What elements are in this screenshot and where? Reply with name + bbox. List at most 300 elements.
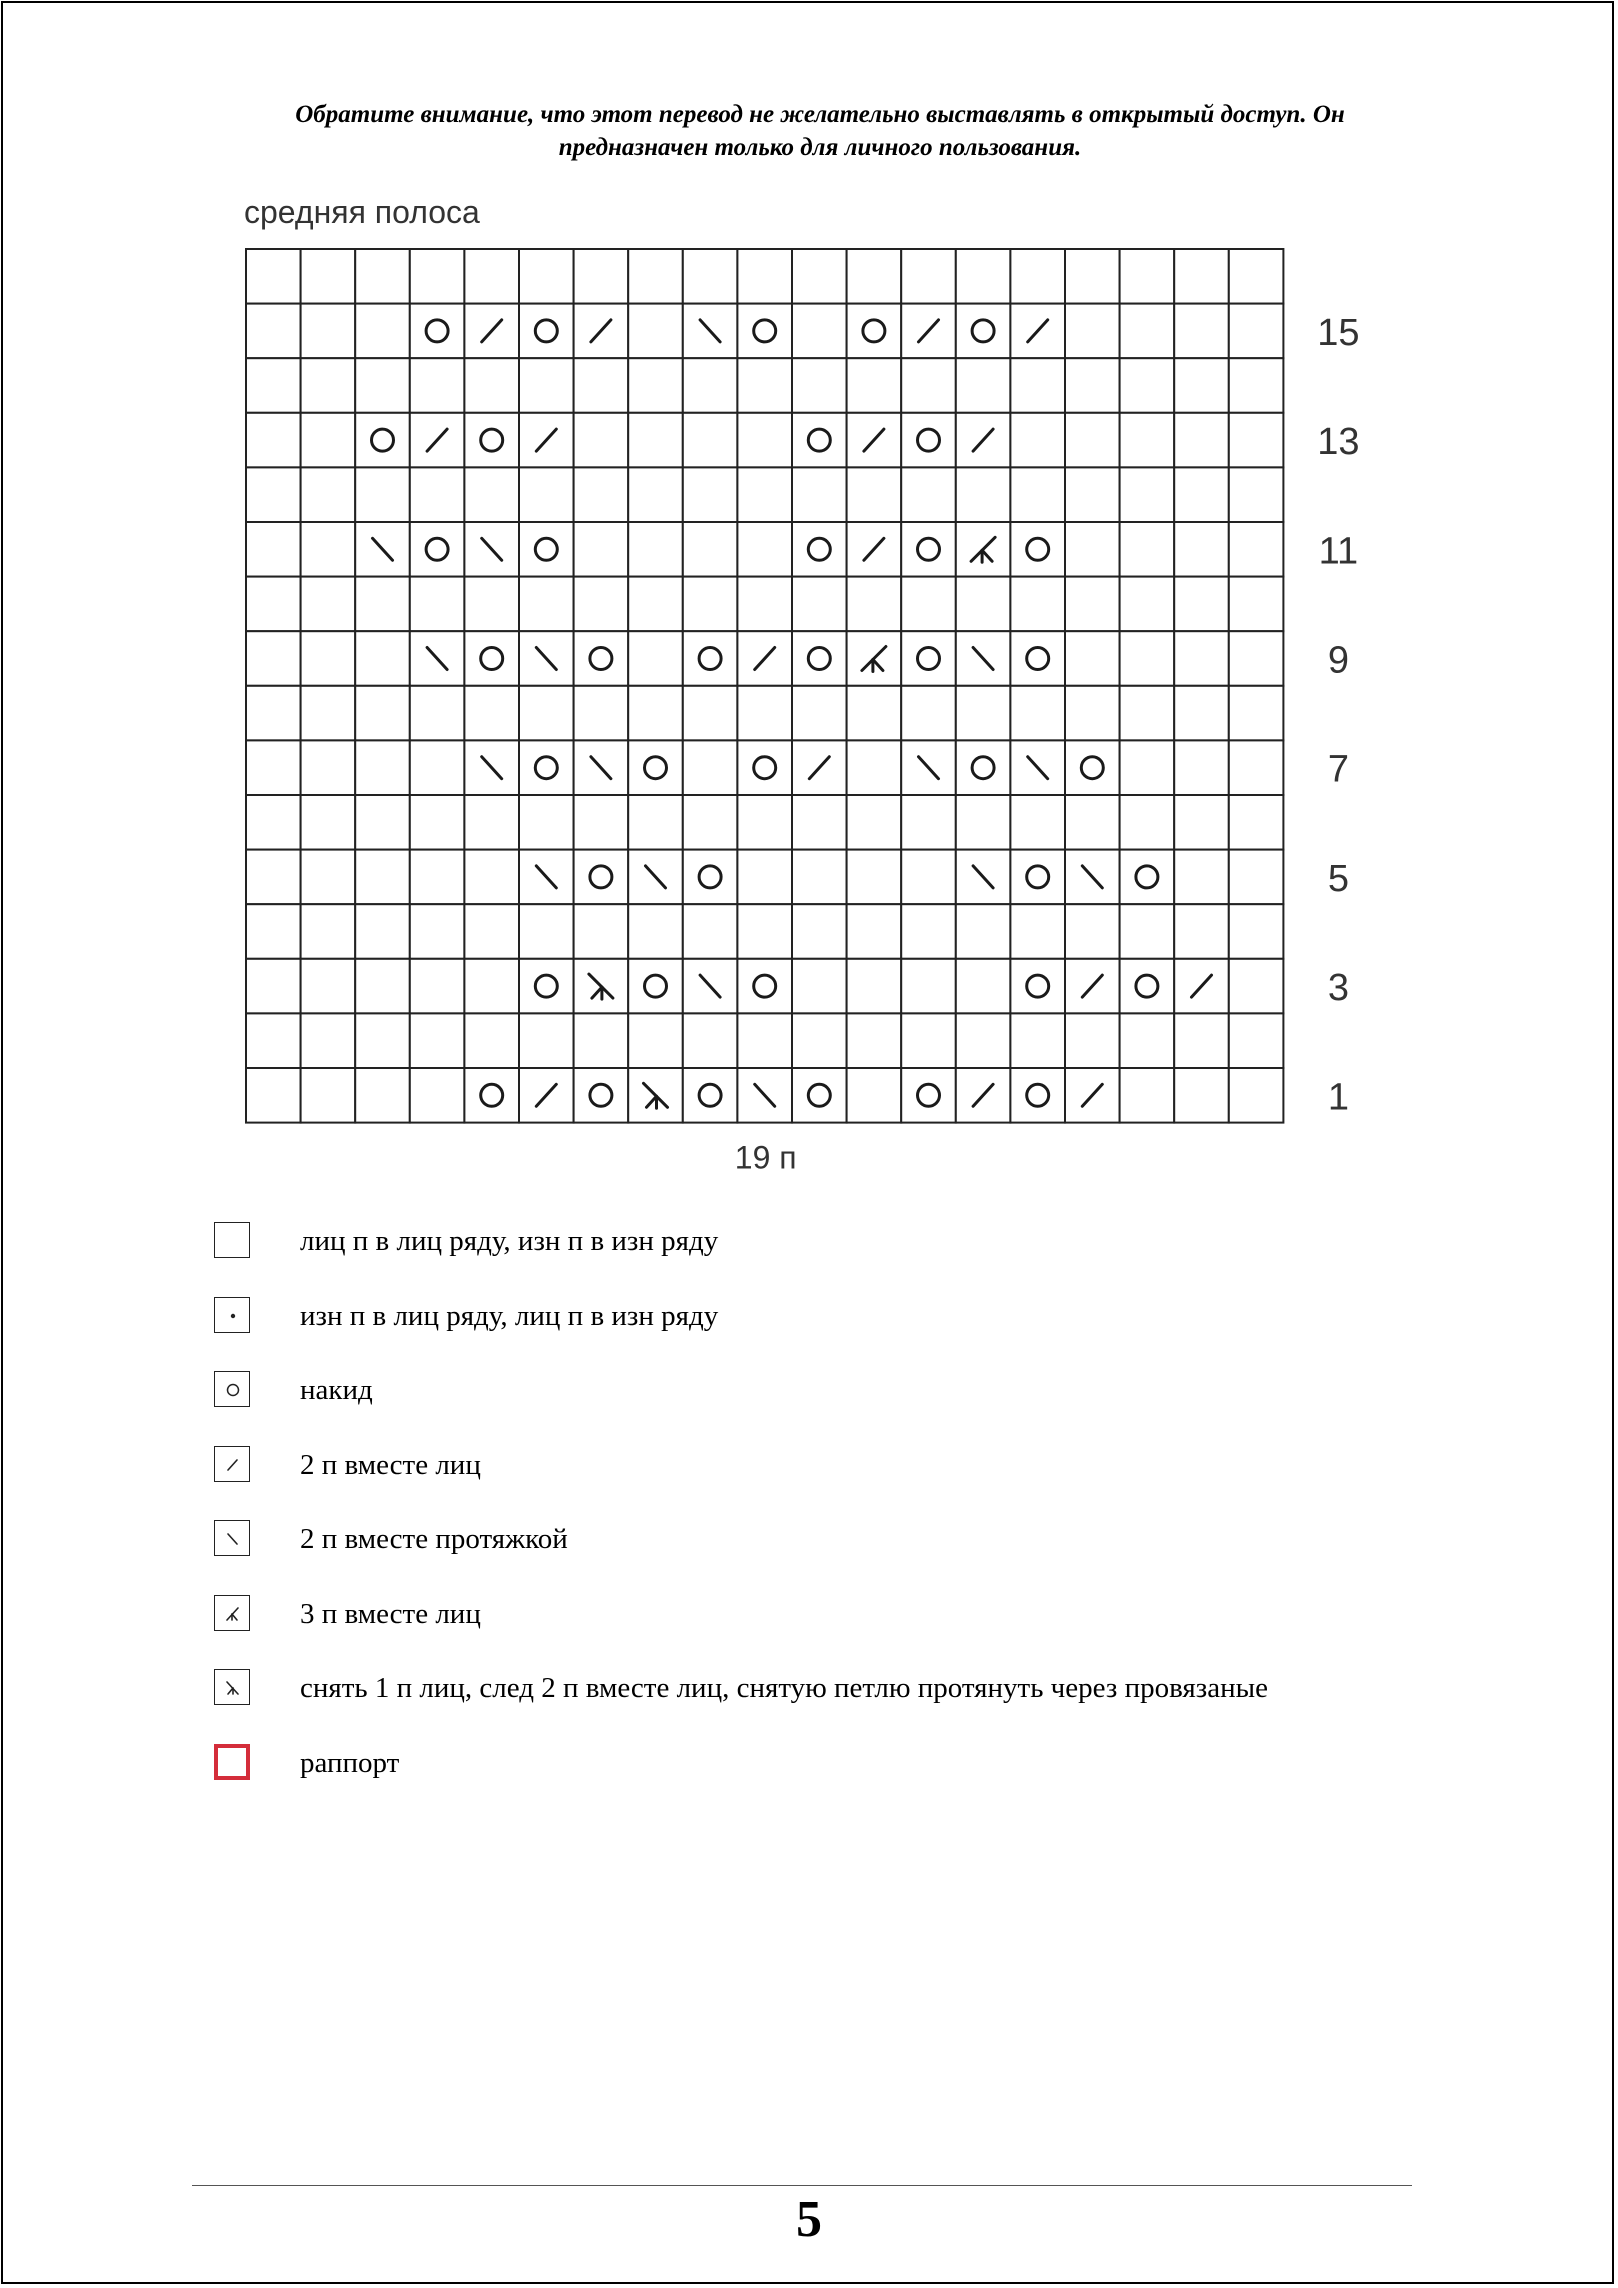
chart-cell bbox=[1120, 1068, 1175, 1123]
chart-cell bbox=[301, 631, 356, 686]
chart-cell bbox=[574, 1013, 629, 1068]
chart-cell bbox=[683, 740, 738, 795]
yarn-over-symbol bbox=[628, 740, 683, 795]
chart-cell bbox=[1120, 304, 1175, 359]
chart-cell bbox=[1174, 904, 1229, 959]
yarn-over-symbol bbox=[792, 631, 847, 686]
chart-cell bbox=[464, 249, 519, 304]
chart-cell bbox=[1120, 249, 1175, 304]
k2tog-symbol bbox=[1010, 304, 1065, 359]
ssk-symbol bbox=[956, 631, 1011, 686]
chart-cell bbox=[1229, 959, 1284, 1014]
k3tog-symbol bbox=[956, 522, 1011, 577]
chart-cell bbox=[901, 467, 956, 522]
yarn-over-symbol bbox=[683, 850, 738, 905]
chart-cell bbox=[1229, 850, 1284, 905]
chart-cell bbox=[1120, 904, 1175, 959]
chart-cell bbox=[901, 1013, 956, 1068]
chart-cell bbox=[301, 304, 356, 359]
chart-cell bbox=[464, 467, 519, 522]
chart-cell bbox=[956, 467, 1011, 522]
row-label: 15 bbox=[1317, 311, 1360, 354]
ssk-icon bbox=[214, 1520, 250, 1556]
k2tog-symbol bbox=[574, 304, 629, 359]
chart-cell bbox=[1065, 1013, 1120, 1068]
k2tog-symbol bbox=[1174, 959, 1229, 1014]
chart-cell bbox=[1065, 631, 1120, 686]
chart-cell bbox=[683, 522, 738, 577]
chart-cell bbox=[410, 358, 465, 413]
chart-cell bbox=[410, 686, 465, 741]
chart-cell bbox=[355, 304, 410, 359]
chart-cell bbox=[410, 904, 465, 959]
chart-cell bbox=[683, 467, 738, 522]
chart-cell bbox=[519, 795, 574, 850]
footer-rule bbox=[192, 2185, 1412, 2186]
chart-cell bbox=[301, 959, 356, 1014]
chart-cell bbox=[301, 795, 356, 850]
stitch-count-label: 19 п bbox=[734, 1139, 797, 1176]
chart-cell bbox=[355, 686, 410, 741]
chart-cell bbox=[683, 1013, 738, 1068]
yarn-over-symbol bbox=[355, 413, 410, 468]
chart-cell bbox=[628, 631, 683, 686]
chart-cell bbox=[574, 413, 629, 468]
chart-cell bbox=[737, 795, 792, 850]
yarn-over-symbol bbox=[410, 304, 465, 359]
chart-cell bbox=[628, 686, 683, 741]
legend-label: снять 1 п лиц, след 2 п вместе лиц, снятую петлю протянуть через провязаные bbox=[300, 1672, 1268, 1704]
yarn-over-symbol bbox=[1010, 1068, 1065, 1123]
chart-cell bbox=[301, 850, 356, 905]
yarn-over-symbol bbox=[628, 959, 683, 1014]
chart-cell bbox=[410, 959, 465, 1014]
chart-cell bbox=[628, 1013, 683, 1068]
chart-cell bbox=[956, 577, 1011, 632]
yarn-over-symbol bbox=[901, 1068, 956, 1123]
chart-cell bbox=[1229, 413, 1284, 468]
chart-cell bbox=[956, 1013, 1011, 1068]
chart-cell bbox=[519, 577, 574, 632]
k3tog-symbol bbox=[847, 631, 902, 686]
yarn-over-symbol bbox=[1010, 850, 1065, 905]
yarn-over-symbol bbox=[847, 304, 902, 359]
chart-cell bbox=[355, 249, 410, 304]
chart-cell bbox=[301, 740, 356, 795]
chart-cell bbox=[1229, 1013, 1284, 1068]
chart-cell bbox=[1174, 358, 1229, 413]
chart-cell bbox=[410, 1013, 465, 1068]
chart-cell bbox=[1174, 249, 1229, 304]
chart-cell bbox=[1065, 304, 1120, 359]
row-label: 11 bbox=[1318, 530, 1359, 573]
chart-cell bbox=[1174, 1068, 1229, 1123]
row-label: 5 bbox=[1327, 857, 1349, 900]
chart-cell bbox=[792, 1013, 847, 1068]
yarn-over-symbol bbox=[1120, 850, 1175, 905]
chart-cell bbox=[1120, 577, 1175, 632]
chart-cell bbox=[246, 850, 301, 905]
row-label: 3 bbox=[1327, 967, 1349, 1010]
ssk-symbol bbox=[519, 850, 574, 905]
chart-cell bbox=[464, 1013, 519, 1068]
chart-cell bbox=[628, 304, 683, 359]
chart-cell bbox=[792, 959, 847, 1014]
chart-cell bbox=[301, 467, 356, 522]
row-label: 9 bbox=[1327, 639, 1349, 682]
yarn-over-symbol bbox=[683, 1068, 738, 1123]
chart-cell bbox=[1174, 631, 1229, 686]
chart-cell bbox=[737, 358, 792, 413]
chart-cell bbox=[464, 577, 519, 632]
ssk-symbol bbox=[683, 304, 738, 359]
legend-label: накид bbox=[300, 1374, 373, 1406]
chart-cell bbox=[574, 795, 629, 850]
chart-cell bbox=[847, 686, 902, 741]
chart-cell bbox=[464, 358, 519, 413]
legend-label: раппорт bbox=[300, 1746, 400, 1779]
yarn-over-symbol bbox=[792, 1068, 847, 1123]
chart-cell bbox=[956, 358, 1011, 413]
yarn-over-symbol bbox=[464, 1068, 519, 1123]
yarn-over-symbol bbox=[519, 959, 574, 1014]
chart-cell bbox=[737, 522, 792, 577]
yarn-over-symbol bbox=[737, 304, 792, 359]
row-label: 13 bbox=[1317, 421, 1360, 464]
legend-item bbox=[214, 1595, 1514, 1633]
chart-cell bbox=[956, 904, 1011, 959]
chart-cell bbox=[464, 959, 519, 1014]
chart-cell bbox=[1120, 795, 1175, 850]
dot-icon bbox=[214, 1297, 250, 1333]
chart-cell bbox=[901, 795, 956, 850]
chart-cell bbox=[683, 904, 738, 959]
ssk-symbol bbox=[628, 850, 683, 905]
legend-item bbox=[214, 1669, 1514, 1707]
ssk-symbol bbox=[464, 522, 519, 577]
chart-cell bbox=[355, 577, 410, 632]
chart-cell bbox=[737, 850, 792, 905]
chart-cell bbox=[1229, 577, 1284, 632]
chart-cell bbox=[792, 467, 847, 522]
chart-cell bbox=[628, 358, 683, 413]
chart-cell bbox=[792, 850, 847, 905]
notice-line-2: предназначен только для личного пользования. bbox=[558, 134, 1082, 161]
yarn-over-symbol bbox=[737, 959, 792, 1014]
chart-cell bbox=[246, 795, 301, 850]
yarn-over-symbol bbox=[1010, 522, 1065, 577]
chart-cell bbox=[1174, 467, 1229, 522]
chart-cell bbox=[628, 577, 683, 632]
rapport-icon bbox=[214, 1744, 250, 1780]
yarn-over-symbol bbox=[792, 413, 847, 468]
yarn-over-symbol bbox=[901, 413, 956, 468]
chart-cell bbox=[1010, 686, 1065, 741]
ssk-symbol bbox=[464, 740, 519, 795]
chart-cell bbox=[901, 850, 956, 905]
chart-cell bbox=[301, 413, 356, 468]
yarn-over-symbol bbox=[1010, 959, 1065, 1014]
chart-cell bbox=[410, 795, 465, 850]
k2tog-symbol bbox=[847, 413, 902, 468]
chart-cell bbox=[737, 467, 792, 522]
chart-cell bbox=[355, 740, 410, 795]
chart-cell bbox=[737, 686, 792, 741]
chart-cell bbox=[519, 249, 574, 304]
chart-cell bbox=[355, 358, 410, 413]
chart-title: средняя полоса bbox=[244, 194, 480, 230]
chart-cell bbox=[355, 795, 410, 850]
chart-cell bbox=[901, 904, 956, 959]
chart-cell bbox=[246, 1068, 301, 1123]
chart-cell bbox=[355, 959, 410, 1014]
yarn-over-symbol bbox=[519, 304, 574, 359]
legend-item bbox=[214, 1520, 1514, 1558]
yarn-over-symbol bbox=[464, 631, 519, 686]
legend-label: 2 п вместе протяжкой bbox=[300, 1523, 568, 1555]
legend-label: лиц п в лиц ряду, изн п в изн ряду bbox=[300, 1225, 719, 1257]
chart-cell bbox=[1229, 304, 1284, 359]
chart-cell bbox=[1065, 795, 1120, 850]
k2tog-symbol bbox=[847, 522, 902, 577]
chart-cell bbox=[847, 959, 902, 1014]
chart-cell bbox=[1229, 358, 1284, 413]
chart-cell bbox=[246, 904, 301, 959]
k2tog-symbol bbox=[1065, 1068, 1120, 1123]
chart-cell bbox=[1229, 249, 1284, 304]
chart-cell bbox=[246, 358, 301, 413]
chart-cell bbox=[683, 577, 738, 632]
chart-cell bbox=[574, 249, 629, 304]
chart-cell bbox=[901, 577, 956, 632]
ssk-symbol bbox=[519, 631, 574, 686]
k2tog-symbol bbox=[737, 631, 792, 686]
k2tog-symbol bbox=[519, 413, 574, 468]
chart-cell bbox=[246, 686, 301, 741]
chart-cell bbox=[1229, 904, 1284, 959]
chart-cell bbox=[1120, 358, 1175, 413]
k3tog-icon bbox=[214, 1595, 250, 1631]
chart-cell bbox=[1174, 1013, 1229, 1068]
k2tog-symbol bbox=[956, 413, 1011, 468]
chart-cell bbox=[519, 1013, 574, 1068]
chart-cell bbox=[956, 959, 1011, 1014]
chart-cell bbox=[628, 249, 683, 304]
chart-cell bbox=[901, 358, 956, 413]
notice-line-1: Обратите внимание, что этот перевод не желательно выставлять в открытый доступ. Он bbox=[295, 101, 1345, 128]
chart-cell bbox=[1120, 740, 1175, 795]
chart-cell bbox=[574, 686, 629, 741]
row-label: 1 bbox=[1327, 1076, 1349, 1119]
chart-cell bbox=[301, 686, 356, 741]
chart-cell bbox=[574, 522, 629, 577]
chart-cell bbox=[355, 1013, 410, 1068]
chart-cell bbox=[1065, 467, 1120, 522]
chart-cell bbox=[792, 904, 847, 959]
chart-cell bbox=[1010, 467, 1065, 522]
ssk-symbol bbox=[683, 959, 738, 1014]
chart-cell bbox=[847, 1068, 902, 1123]
chart-cell bbox=[1065, 904, 1120, 959]
chart-cell bbox=[956, 795, 1011, 850]
yarn-over-symbol bbox=[574, 631, 629, 686]
chart-cell bbox=[1229, 740, 1284, 795]
legend-item bbox=[214, 1446, 1514, 1484]
yarn-over-symbol bbox=[792, 522, 847, 577]
chart-cell bbox=[246, 1013, 301, 1068]
chart-cell bbox=[1065, 413, 1120, 468]
chart-cell bbox=[574, 577, 629, 632]
chart-cell bbox=[1065, 577, 1120, 632]
chart-cell bbox=[1229, 467, 1284, 522]
sk2p-symbol bbox=[574, 959, 629, 1014]
chart-cell bbox=[246, 577, 301, 632]
chart-cell bbox=[628, 467, 683, 522]
chart-cell bbox=[519, 686, 574, 741]
chart-cell bbox=[1010, 795, 1065, 850]
chart-cell bbox=[847, 795, 902, 850]
chart-cell bbox=[847, 358, 902, 413]
chart-cell bbox=[1120, 631, 1175, 686]
chart-cell bbox=[464, 904, 519, 959]
chart-cell bbox=[683, 795, 738, 850]
yarn-over-symbol bbox=[519, 522, 574, 577]
chart-cell bbox=[683, 413, 738, 468]
chart-cell bbox=[847, 249, 902, 304]
k2tog-symbol bbox=[901, 304, 956, 359]
ssk-symbol bbox=[1010, 740, 1065, 795]
chart-cell bbox=[1010, 413, 1065, 468]
chart-cell bbox=[1010, 249, 1065, 304]
yarn-over-symbol bbox=[737, 740, 792, 795]
sk2p-icon bbox=[214, 1669, 250, 1705]
chart-cell bbox=[1174, 522, 1229, 577]
legend-label: 2 п вместе лиц bbox=[300, 1448, 481, 1481]
ssk-symbol bbox=[901, 740, 956, 795]
chart-cell bbox=[1120, 1013, 1175, 1068]
chart-cell bbox=[519, 467, 574, 522]
chart-cell bbox=[956, 686, 1011, 741]
chart-cell bbox=[246, 522, 301, 577]
yarn-over-symbol bbox=[956, 304, 1011, 359]
chart-cell bbox=[1010, 577, 1065, 632]
k2tog-icon bbox=[214, 1446, 250, 1482]
chart-cell bbox=[1010, 358, 1065, 413]
legend-item bbox=[214, 1297, 1514, 1335]
chart-cell bbox=[1174, 304, 1229, 359]
chart-cell bbox=[1065, 522, 1120, 577]
ssk-symbol bbox=[410, 631, 465, 686]
chart-cell bbox=[410, 467, 465, 522]
chart-cell bbox=[628, 522, 683, 577]
chart-cell bbox=[1010, 904, 1065, 959]
chart-cell bbox=[464, 795, 519, 850]
chart-cell bbox=[464, 686, 519, 741]
chart-cell bbox=[1174, 577, 1229, 632]
chart-cell bbox=[901, 249, 956, 304]
chart-cell bbox=[246, 959, 301, 1014]
chart-cell bbox=[1229, 795, 1284, 850]
yarn-over-symbol bbox=[1065, 740, 1120, 795]
chart-cell bbox=[301, 1068, 356, 1123]
chart-cell bbox=[410, 1068, 465, 1123]
k2tog-symbol bbox=[519, 1068, 574, 1123]
row-label: 7 bbox=[1327, 748, 1349, 791]
chart-cell bbox=[847, 1013, 902, 1068]
chart-cell bbox=[246, 467, 301, 522]
k2tog-symbol bbox=[410, 413, 465, 468]
ssk-symbol bbox=[355, 522, 410, 577]
chart-cell bbox=[355, 467, 410, 522]
chart-cell bbox=[1174, 740, 1229, 795]
chart-cell bbox=[1065, 686, 1120, 741]
k2tog-symbol bbox=[956, 1068, 1011, 1123]
yarn-over-symbol bbox=[956, 740, 1011, 795]
chart-cell bbox=[1065, 358, 1120, 413]
chart-cell bbox=[301, 577, 356, 632]
k2tog-symbol bbox=[1065, 959, 1120, 1014]
yarn-over-symbol bbox=[1010, 631, 1065, 686]
chart-cell bbox=[1174, 413, 1229, 468]
yarn-over-symbol bbox=[464, 413, 519, 468]
chart-cell bbox=[792, 249, 847, 304]
chart-cell bbox=[519, 358, 574, 413]
chart-cell bbox=[1065, 249, 1120, 304]
chart-cell bbox=[628, 795, 683, 850]
chart-cell bbox=[1229, 686, 1284, 741]
chart-cell bbox=[1229, 522, 1284, 577]
chart-cell bbox=[1120, 467, 1175, 522]
ssk-symbol bbox=[956, 850, 1011, 905]
chart-cell bbox=[847, 577, 902, 632]
legend-item bbox=[214, 1744, 1514, 1782]
chart-cell bbox=[737, 904, 792, 959]
chart-cell bbox=[628, 413, 683, 468]
chart-cell bbox=[1120, 686, 1175, 741]
chart-cell bbox=[847, 740, 902, 795]
chart-cell bbox=[355, 1068, 410, 1123]
chart-cell bbox=[737, 1013, 792, 1068]
chart-cell bbox=[246, 413, 301, 468]
chart-cell bbox=[1010, 1013, 1065, 1068]
chart-cell bbox=[792, 304, 847, 359]
chart-cell bbox=[246, 249, 301, 304]
chart-cell bbox=[792, 795, 847, 850]
chart-cell bbox=[410, 577, 465, 632]
yarn-over-icon bbox=[214, 1371, 250, 1407]
chart-cell bbox=[737, 249, 792, 304]
yarn-over-symbol bbox=[683, 631, 738, 686]
chart-cell bbox=[301, 522, 356, 577]
chart-cell bbox=[683, 249, 738, 304]
ssk-symbol bbox=[1065, 850, 1120, 905]
chart-cell bbox=[1120, 413, 1175, 468]
chart-cell bbox=[1174, 686, 1229, 741]
yarn-over-symbol bbox=[1120, 959, 1175, 1014]
legend-label: 3 п вместе лиц bbox=[300, 1597, 481, 1630]
chart-cell bbox=[1229, 631, 1284, 686]
ssk-symbol bbox=[574, 740, 629, 795]
chart-cell bbox=[847, 467, 902, 522]
chart-cell bbox=[683, 358, 738, 413]
k2tog-symbol bbox=[792, 740, 847, 795]
chart-cell bbox=[246, 740, 301, 795]
chart-cell bbox=[355, 904, 410, 959]
chart-cell bbox=[519, 904, 574, 959]
yarn-over-symbol bbox=[574, 1068, 629, 1123]
chart-cell bbox=[683, 686, 738, 741]
chart-cell bbox=[792, 686, 847, 741]
